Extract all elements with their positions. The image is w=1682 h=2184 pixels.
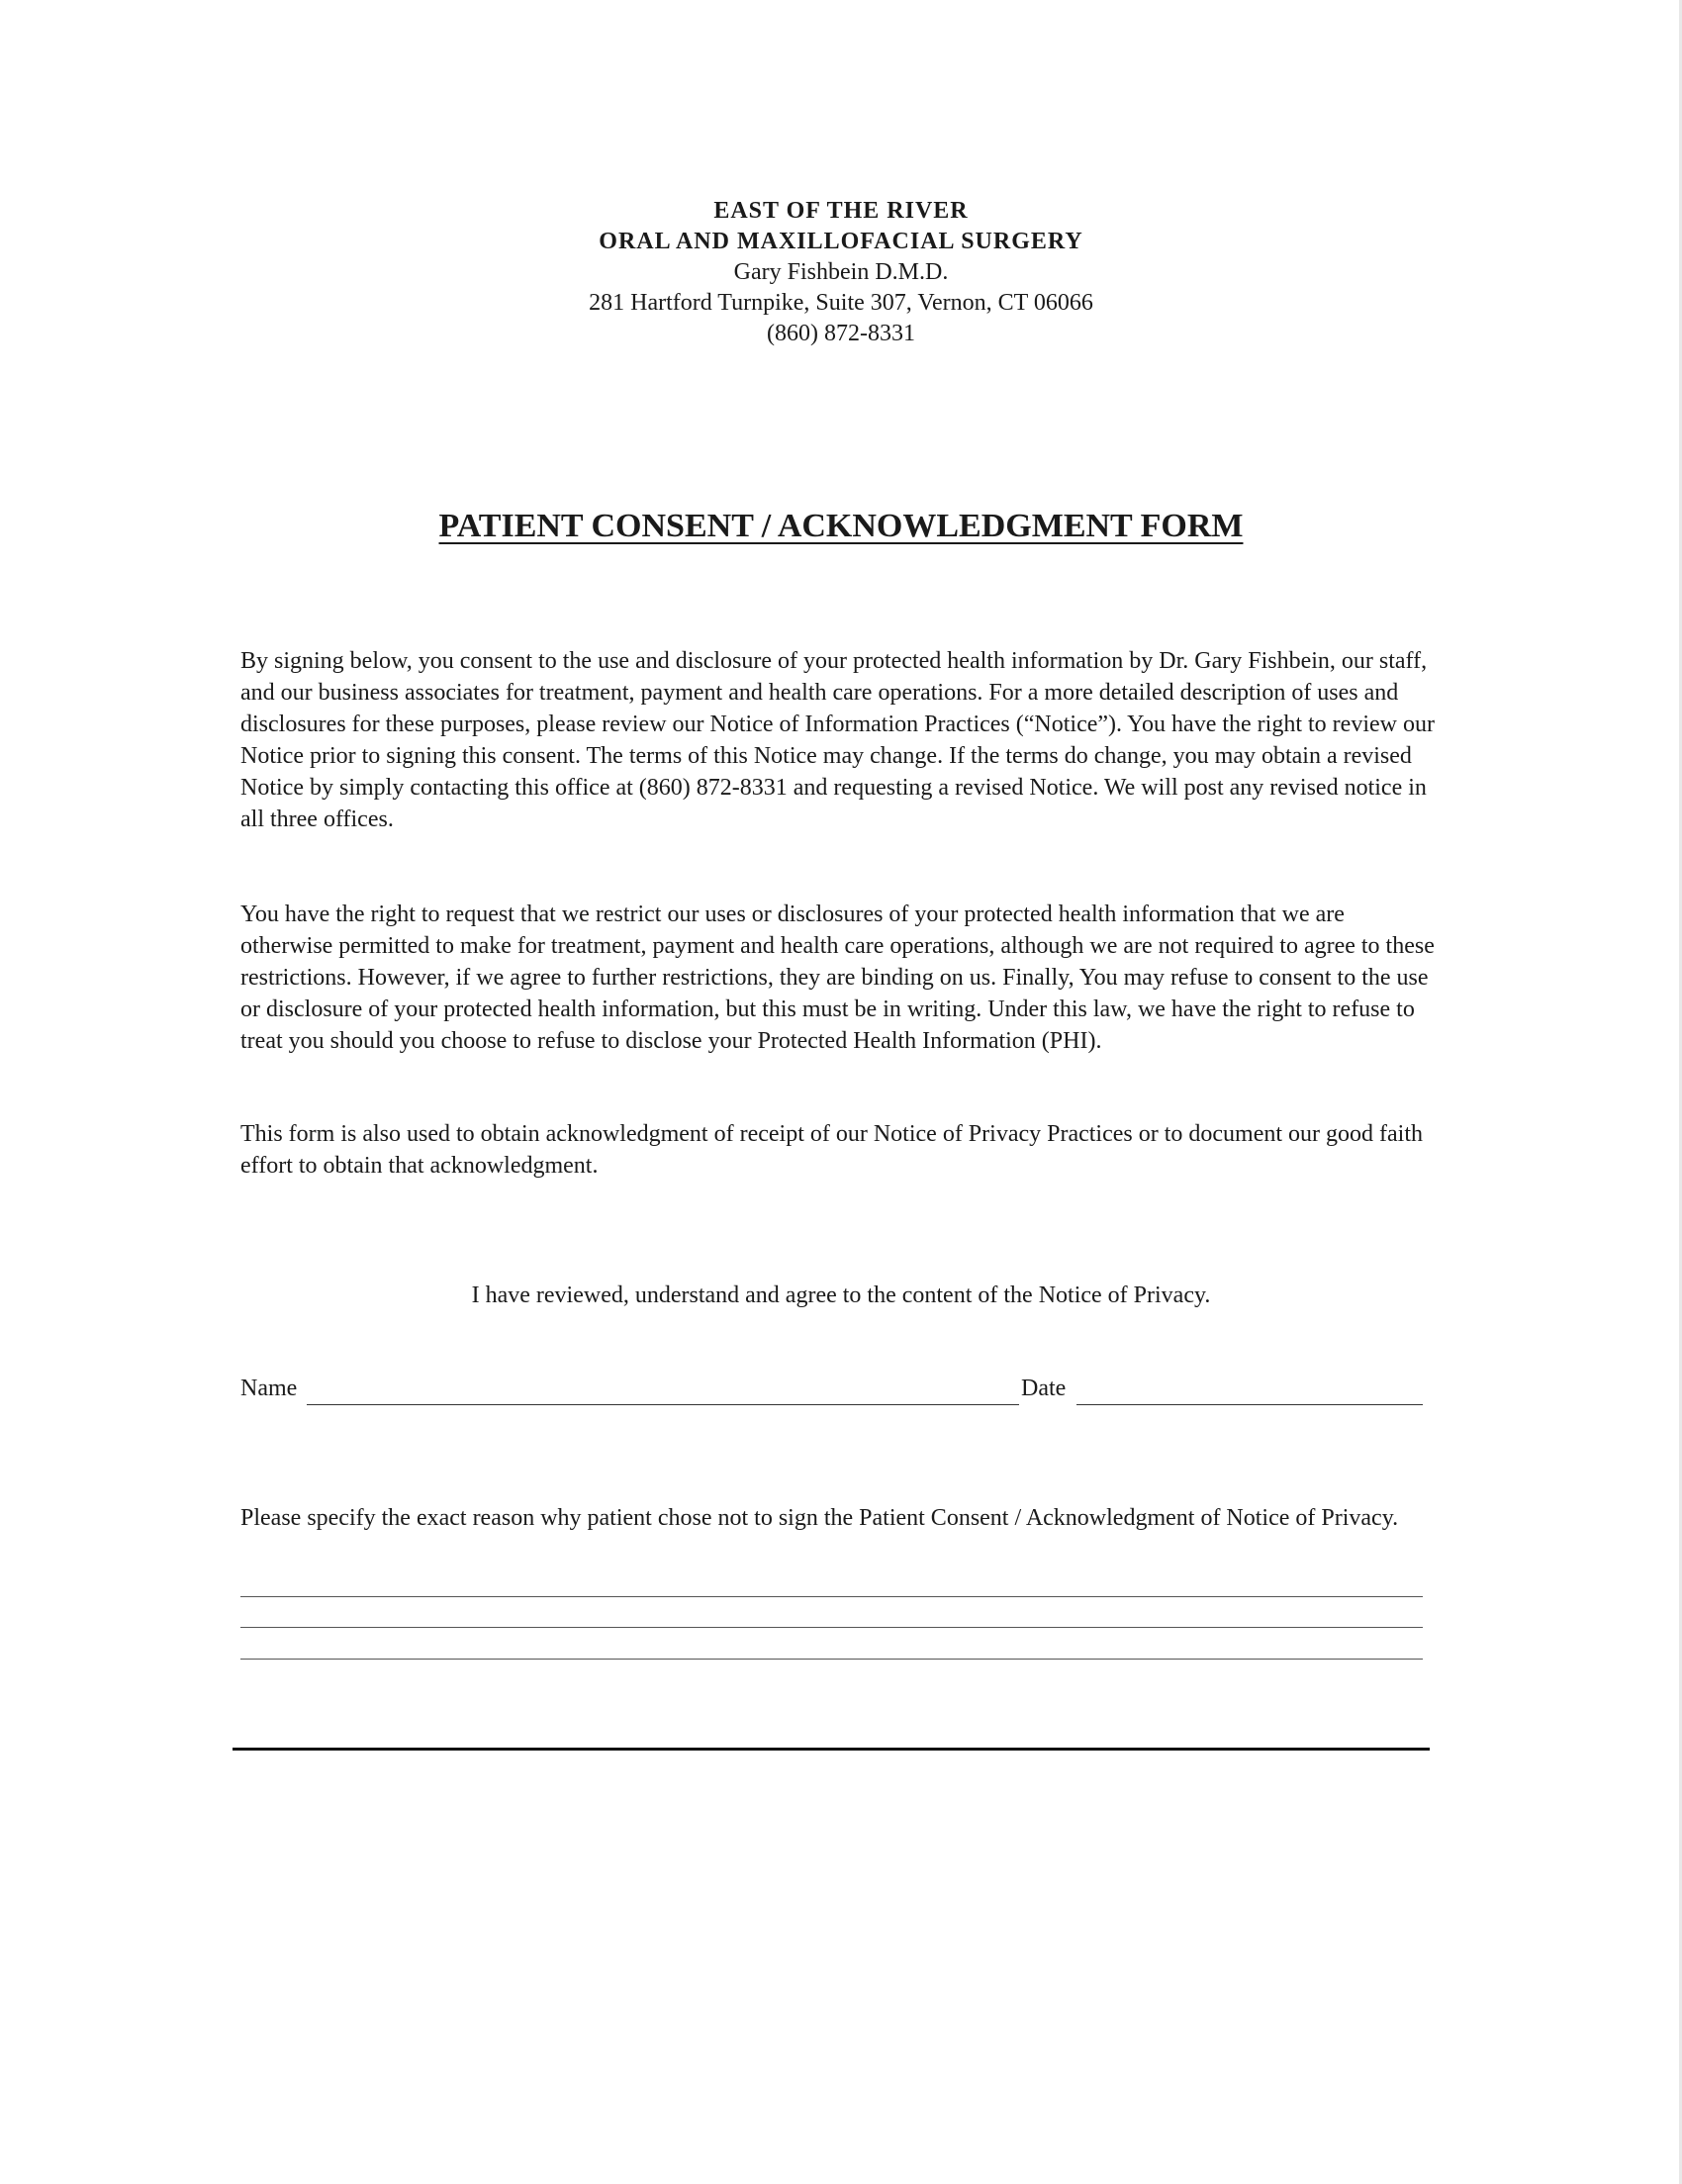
consent-paragraph: By signing below, you consent to the use and disclosure of your protected health information by Dr. Gary Fishbein, our staff, and our business associates for treatment, payment and health care operations. For a more detailed description of uses and disclosures for these purposes, please review our Notice of Information Practices (“Notice”). You have the right to review our Notice prior to signing this consent. The terms of this Notice may change. If the terms do change, you may obtain a revised Notice by simply contacting this office at (860) 872-8331 and requesting a revised Notice. We will post any revised notice in all three offices. (240, 648, 1435, 832)
practice-phone: (860) 872-8331 (767, 321, 915, 346)
practice-specialty: ORAL AND MAXILLOFACIAL SURGERY (599, 229, 1083, 254)
reason-field-line[interactable] (240, 1627, 1423, 1628)
restrictions-paragraph: You have the right to request that we restrict our uses or disclosures of your protected health information that we are otherwise permitted to make for treatment, payment and health care operations, although we are not required to agree to these restrictions. However, if we agree to further restrictions, they are binding on us. Finally, You may refuse to consent to the use or disclosure of your protected health information, but this must be in writing. Under this law, we have the right to refuse to treat you should you choose to refuse to disclose your Protected Health Information (PHI). (240, 902, 1435, 1054)
reason-prompt: Please specify the exact reason why patient chose not to sign the Patient Consent / Acknowledgment of Notice of Privacy. (240, 1505, 1399, 1531)
practice-name: EAST OF THE RIVER (713, 198, 969, 224)
name-field-line[interactable] (307, 1404, 1019, 1405)
reason-field-line[interactable] (240, 1659, 1423, 1660)
letterhead (0, 196, 1682, 349)
agreement-statement: I have reviewed, understand and agree to the content of the Notice of Privacy. (471, 1282, 1211, 1308)
acknowledgment-paragraph: This form is also used to obtain acknowledgment of receipt of our Notice of Privacy Practices or to document our good faith effort to obtain that acknowledgment. (240, 1121, 1424, 1179)
form-title: PATIENT CONSENT / ACKNOWLEDGMENT FORM (438, 508, 1244, 544)
date-label: Date (1021, 1376, 1067, 1401)
reason-field-line[interactable] (240, 1596, 1423, 1597)
name-label: Name (240, 1376, 298, 1401)
bottom-divider (233, 1748, 1430, 1751)
practice-address: 281 Hartford Turnpike, Suite 307, Vernon, CT 06066 (589, 290, 1093, 316)
doctor-name: Gary Fishbein D.M.D. (733, 259, 949, 285)
signature-row (240, 1376, 1438, 1411)
date-field-line[interactable] (1076, 1404, 1423, 1405)
